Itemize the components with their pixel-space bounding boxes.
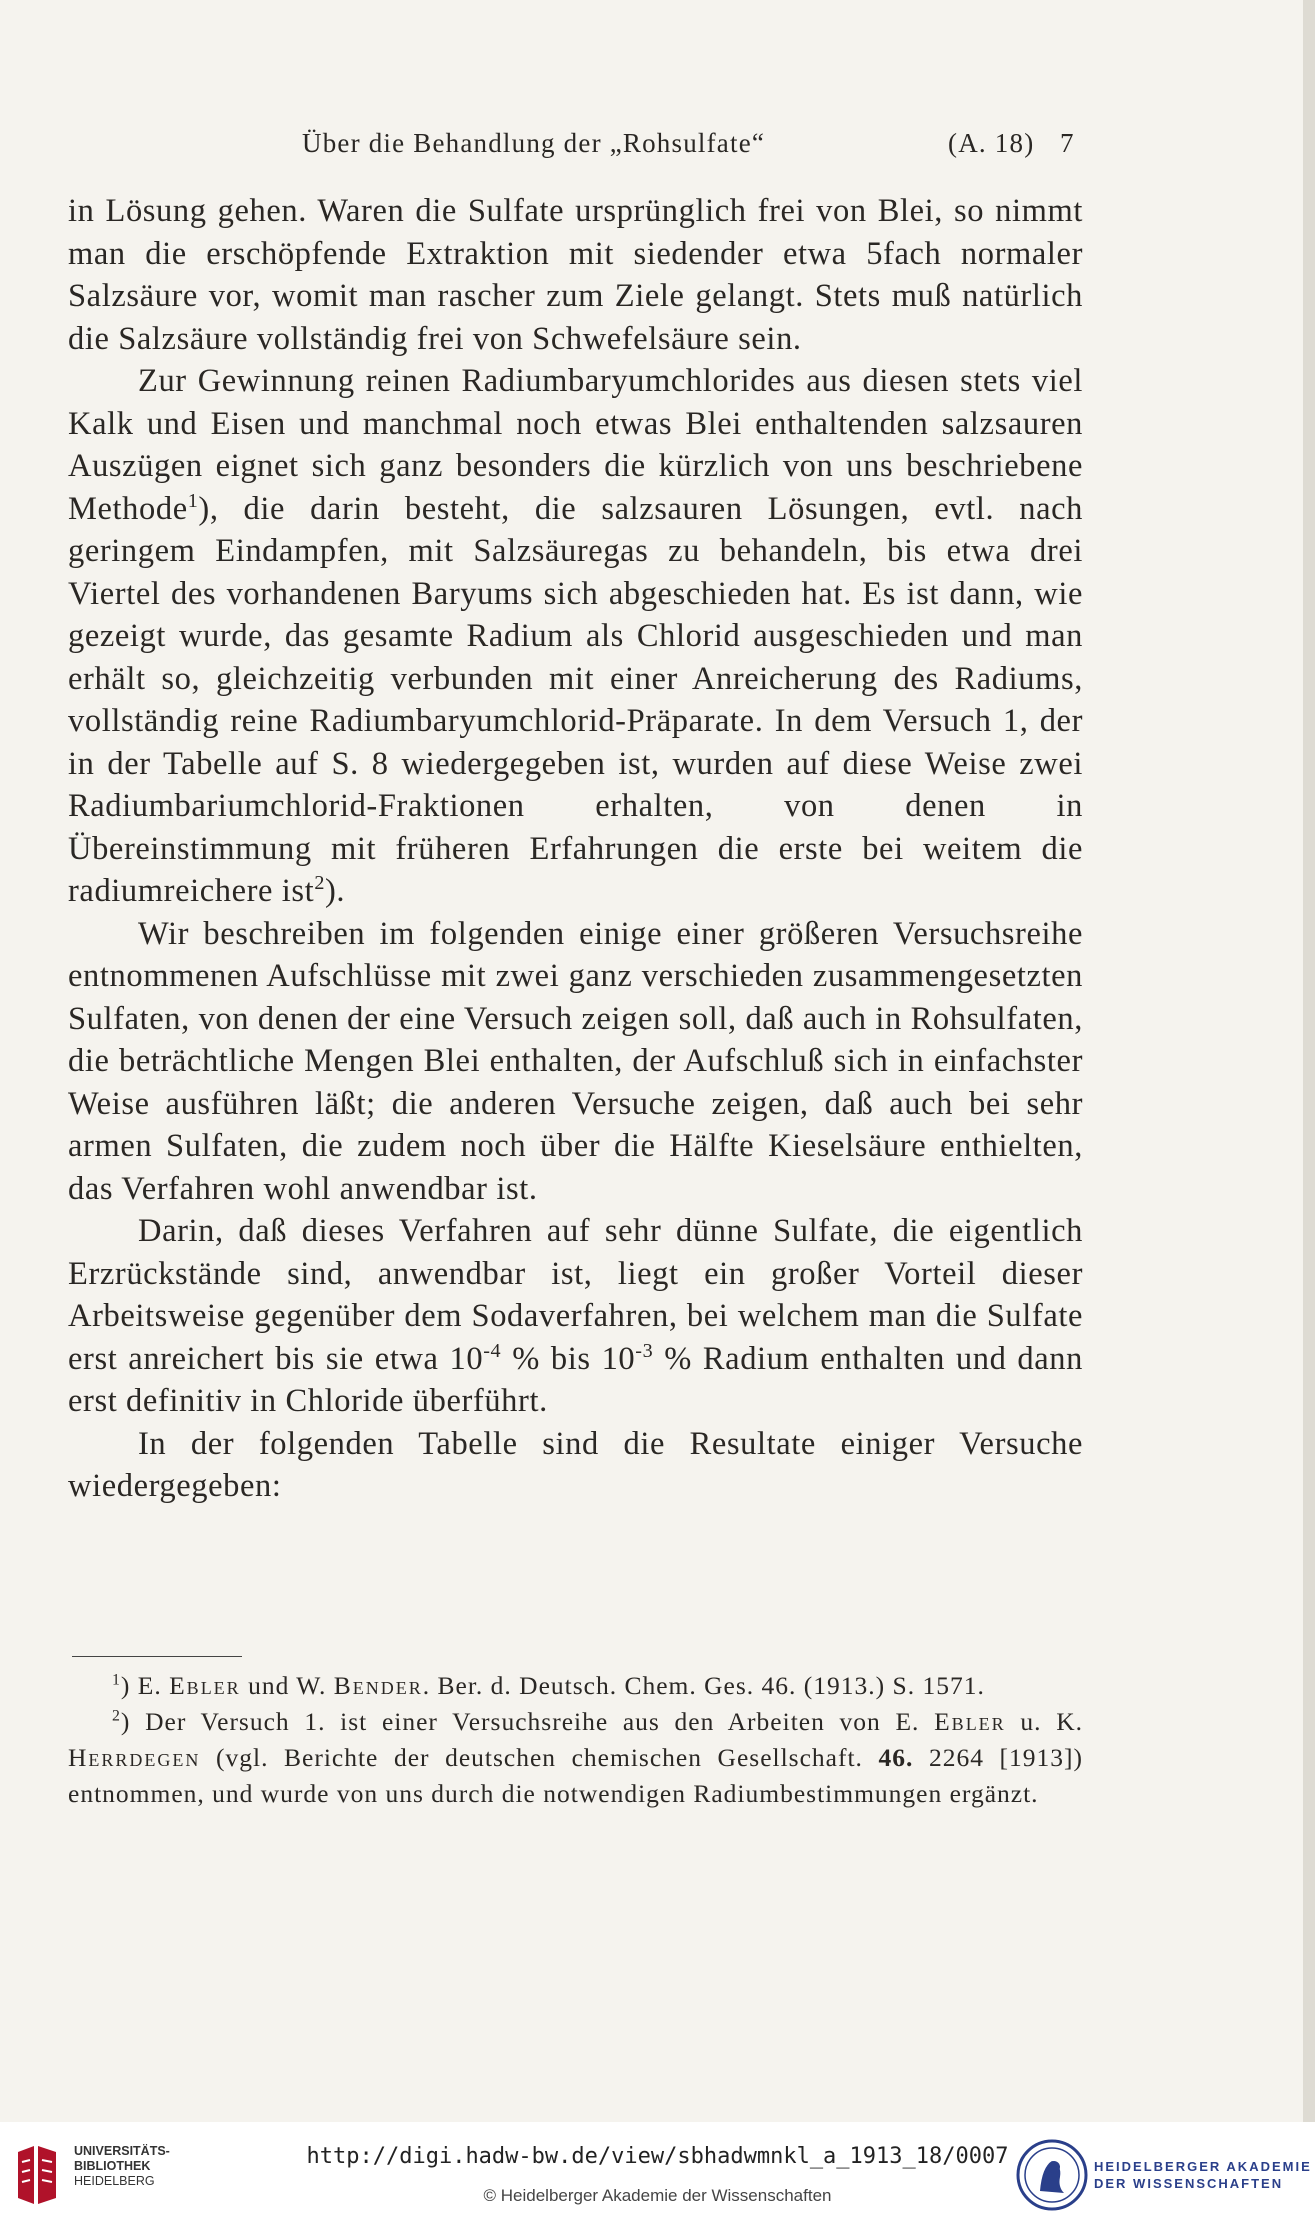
viewer-footer [0, 2122, 1315, 2225]
footnote-divider [72, 1656, 242, 1657]
paragraph-2: Zur Gewinnung reinen Radiumbaryumchlorides aus diesen stets viel Kalk und Eisen und manchmal noch etwas Blei enthaltenden salzsauren Auszügen eignet sich ganz besonders die kürzlich von uns beschriebene Methode$^1$), die darin besteht, die salzsauren Lösungen, evtl. nach geringem Eindampfen, mit Salzsäuregas zu behandeln, bis etwa drei Viertel des vorhandenen Baryums sich abgeschieden hat. Es ist dann, wie gezeigt wurde, das gesamte Radium als Chlorid ausgeschieden und man erhält so, gleichzeitig verbunden mit einer Anreicherung des Radiums, vollständig reine Radiumbaryumchlorid-Präparate. In dem Versuch 1, der in der Tabelle auf S. 8 wiedergegeben ist, wurden auf diese Weise zwei Radiumbariumchlorid-Fraktionen erhalten, von denen in Übereinstimmung mit früheren Erfahrungen die erste bei weitem die radiumreichere ist$^2$). [68, 363, 1083, 909]
library-name: UNIVERSITÄTS- BIBLIOTHEK HEIDELBERG [74, 2144, 170, 2188]
footnote-2: $^2$) Der Versuch 1. ist einer Versuchsreihe aus den Arbeiten von E. Ebler u. K. Herrdegen (vgl. Berichte der deutschen chemischen Gesellschaft. 46. 2264 [1913]) entnommen, und wurde von uns durch die notwendigen Radiumbestimmungen ergänzt. [68, 1707, 1083, 1808]
academy-seal-icon[interactable] [1014, 2137, 1090, 2213]
paragraph-5: In der folgenden Tabelle sind die Resultate einiger Versuche wiedergegeben: [68, 1425, 1083, 1504]
header-title: Über die Behandlung der „Rohsulfate“ [302, 128, 766, 158]
footnote-ref-2: 2 [314, 872, 325, 895]
page-edge [1303, 0, 1315, 2122]
footnote-1: $^1$) E. Ebler und W. Bender. Ber. d. Deutsch. Chem. Ges. 46. (1913.) S. 1571. [112, 1671, 985, 1700]
running-header [0, 128, 1303, 168]
footnotes [68, 1668, 1083, 1812]
permalink-url[interactable]: http://digi.hadw-bw.de/view/sbhadwmnkl_a_1913_18/0007 [306, 2144, 1009, 2169]
body-text [68, 190, 1083, 1508]
footnote-ref-1: 1 [187, 489, 199, 512]
page-number: 7 [1060, 128, 1075, 158]
academy-name: HEIDELBERGER AKADEMIE DER WISSENSCHAFTEN [1094, 2159, 1312, 2191]
copyright-notice: © Heidelberger Akademie der Wissenschaften [483, 2186, 832, 2205]
exponent: -4 [483, 1339, 502, 1362]
header-reference: (A. 18) [948, 128, 1035, 158]
paragraph-3: Wir beschreiben im folgenden einige einer größeren Versuchsreihe entnommenen Aufschlüsse mit zwei ganz verschieden zusammengesetzten Sulfaten, von denen der eine Versuch zeigen soll, daß auch in Rohsulfaten, die beträchtliche Mengen Blei enthalten, der Aufschluß sich in einfachster Weise ausführen läßt; die anderen Versuche zeigen, daß auch bei sehr armen Sulfaten, die zudem noch über die Hälfte Kieselsäure enthielten, das Verfahren wohl anwendbar ist. [68, 915, 1083, 1207]
paragraph-1: in Lösung gehen. Waren die Sulfate ursprünglich frei von Blei, so nimmt man die erschöpfende Extraktion mit siedender etwa 5fach normaler Salzsäure vor, womit man rascher zum Ziele gelangt. Stets muß natürlich die Salzsäure vollständig frei von Schwefelsäure sein. [68, 193, 1083, 357]
exponent: -3 [635, 1339, 654, 1362]
paragraph-4: Darin, daß dieses Verfahren auf sehr dünne Sulfate, die eigentlich Erzrückstände sind, anwendbar ist, liegt ein großer Vorteil dieser Arbeitsweise gegenüber dem Sodaverfahren, bei welchem man die Sulfate erst anreichert bis sie etwa $10^{-4}$ % bis $10^{-3}$ % Radium enthalten und dann erst definitiv in Chloride überführt. [68, 1213, 1084, 1419]
